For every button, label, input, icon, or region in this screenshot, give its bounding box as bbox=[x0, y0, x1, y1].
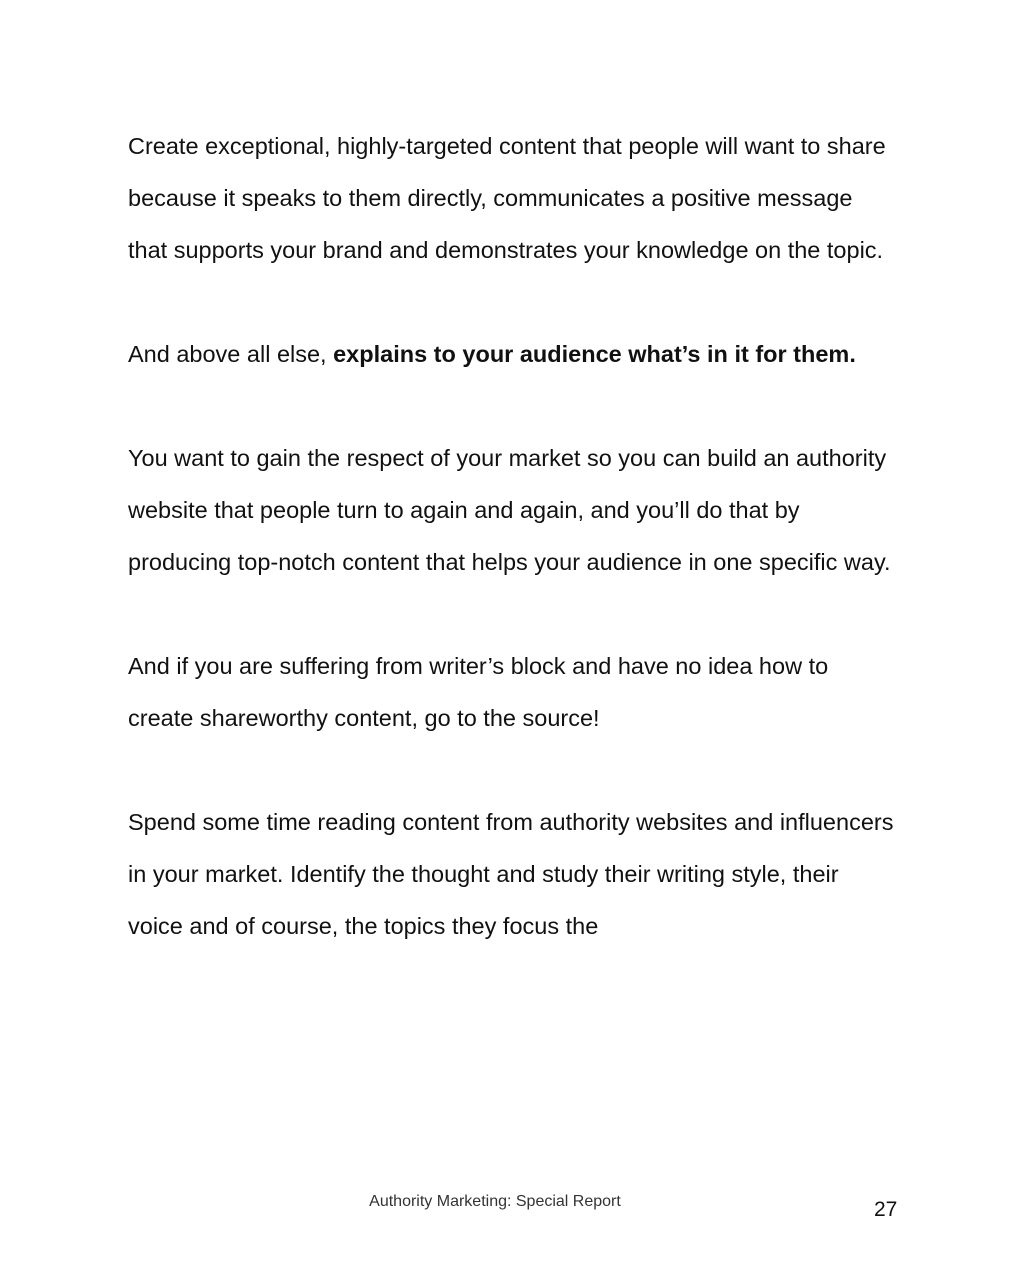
paragraph-2-text: And above all else, bbox=[128, 341, 334, 367]
paragraph-2 bbox=[128, 328, 898, 380]
page-number: 27 bbox=[874, 1198, 898, 1221]
footer-title: Authority Marketing: Special Report bbox=[369, 1193, 621, 1210]
paragraph-3-text: You want to gain the respect of your market so you can build an authority website that people turn to again and again, and you’ll do that by producing top-notch content that helps your audience in one specific way. bbox=[128, 445, 891, 575]
paragraph-1-text: Create exceptional, highly-targeted content that people will want to share because it speaks to them directly, communicates a positive message that supports your brand and demonstrates your knowledge on the topic. bbox=[128, 133, 886, 263]
paragraph-4 bbox=[128, 640, 898, 744]
paragraph-3 bbox=[128, 432, 898, 588]
body-text bbox=[128, 120, 898, 1004]
paragraph-4-text: And if you are suffering from writer’s block and have no idea how to create shareworthy content, go to the source! bbox=[128, 653, 829, 731]
paragraph-2-bold-text: explains to your audience what’s in it for them. bbox=[333, 341, 856, 367]
paragraph-5-text: Spend some time reading content from authority websites and influencers in your market. Identify the thought and study their writing style, their voice and of course, the topics they focus the bbox=[128, 809, 894, 939]
paragraph-1 bbox=[128, 120, 898, 276]
paragraph-5 bbox=[128, 796, 898, 952]
